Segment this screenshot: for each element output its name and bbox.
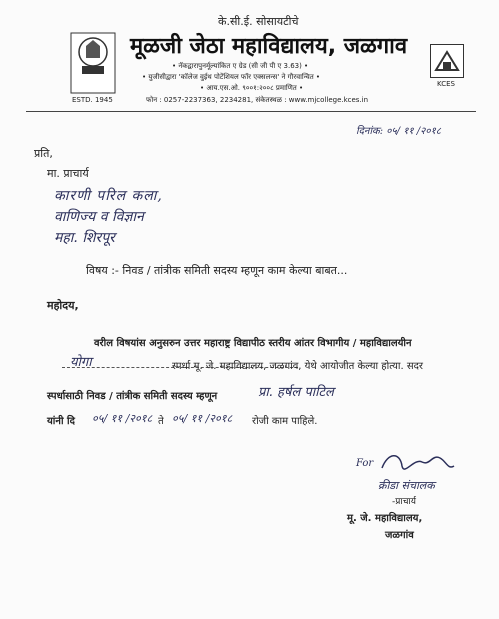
body-line-3: स्पर्धासाठी निवड / तांत्रीक समिती सदस्य म्हणून (47, 391, 218, 402)
society-logo-text: KCES (437, 80, 455, 88)
signature-role: -प्राचार्य (392, 497, 416, 507)
society-logo (430, 44, 464, 78)
to-date-handwritten: ०५/ ११ /२०१८ (172, 412, 233, 425)
body-line-2: स्पर्धा मू. जे. महाविद्यालय, जळगांव, येथे आयोजीत केल्या होत्या. सदर (172, 361, 424, 372)
body-line-4-mid: ते (158, 416, 164, 427)
signature-city: जळगांव (385, 530, 414, 541)
signature-title-handwritten: क्रीडा संचालक (378, 479, 435, 492)
header-divider (26, 111, 476, 112)
recipient-address-line3: महा. शिरपूर (54, 230, 115, 246)
society-line: के.सी.ई. सोसायटीचे (218, 15, 299, 28)
estd-label: ESTD. 1945 (72, 96, 113, 104)
from-date-handwritten: ०५/ ११ /२०१८ (92, 412, 153, 425)
recipient-prefix: प्रति, (34, 147, 53, 160)
body-line-1: वरील विषयांस अनुसरुन उत्तर महाराष्ट्र विद्यापीठ स्तरीय आंतर विभागीय / महाविद्यालयीन (94, 338, 412, 349)
letter-date: दिनांक: ०५/ ११ /२०१८ (356, 126, 441, 137)
recipient-address-line2: वाणिज्य व विज्ञान (54, 209, 144, 225)
ugc-line: • युजीसीद्वारा 'कॉलेज वुईथ पोटेंशियल फॉर एक्सलन्स' ने गौरवान्वित • (142, 73, 321, 81)
body-line-4-prefix: यांनी दि (47, 416, 75, 427)
iso-line: • आय.एस.ओ. ९००१:२००८ प्रमाणित • (200, 84, 304, 92)
body-line-4-suffix: रोजी काम पाहिले. (252, 416, 318, 427)
salutation: महोदय, (47, 299, 79, 312)
contact-line: फोन : 0257-2237363, 2234281, संकेतस्थळ : www.mjcollege.kces.in (146, 96, 369, 104)
college-name: मूळजी जेठा महाविद्यालय, जळगाव (130, 34, 408, 59)
accreditation-line: • नॅकद्वारापुनर्मूल्यांकित ए ग्रेड (सी जी पी ए 3.63) • (172, 62, 309, 70)
signature-for: For (356, 458, 374, 469)
subject-line: विषय :- निवड / तांत्रीक समिती सदस्य म्हणून काम केल्या बाबत... (86, 264, 348, 277)
signature-college: मू. जे. महाविद्यालय, (347, 513, 423, 524)
event-name-handwritten: योगा (70, 355, 92, 370)
recipient-address-line1: कारणी परिल कला, (54, 188, 163, 204)
recipient-title: मा. प्राचार्य (47, 167, 89, 180)
college-logo (70, 32, 116, 94)
member-name-handwritten: प्रा. हर्षल पाटिल (258, 385, 334, 400)
